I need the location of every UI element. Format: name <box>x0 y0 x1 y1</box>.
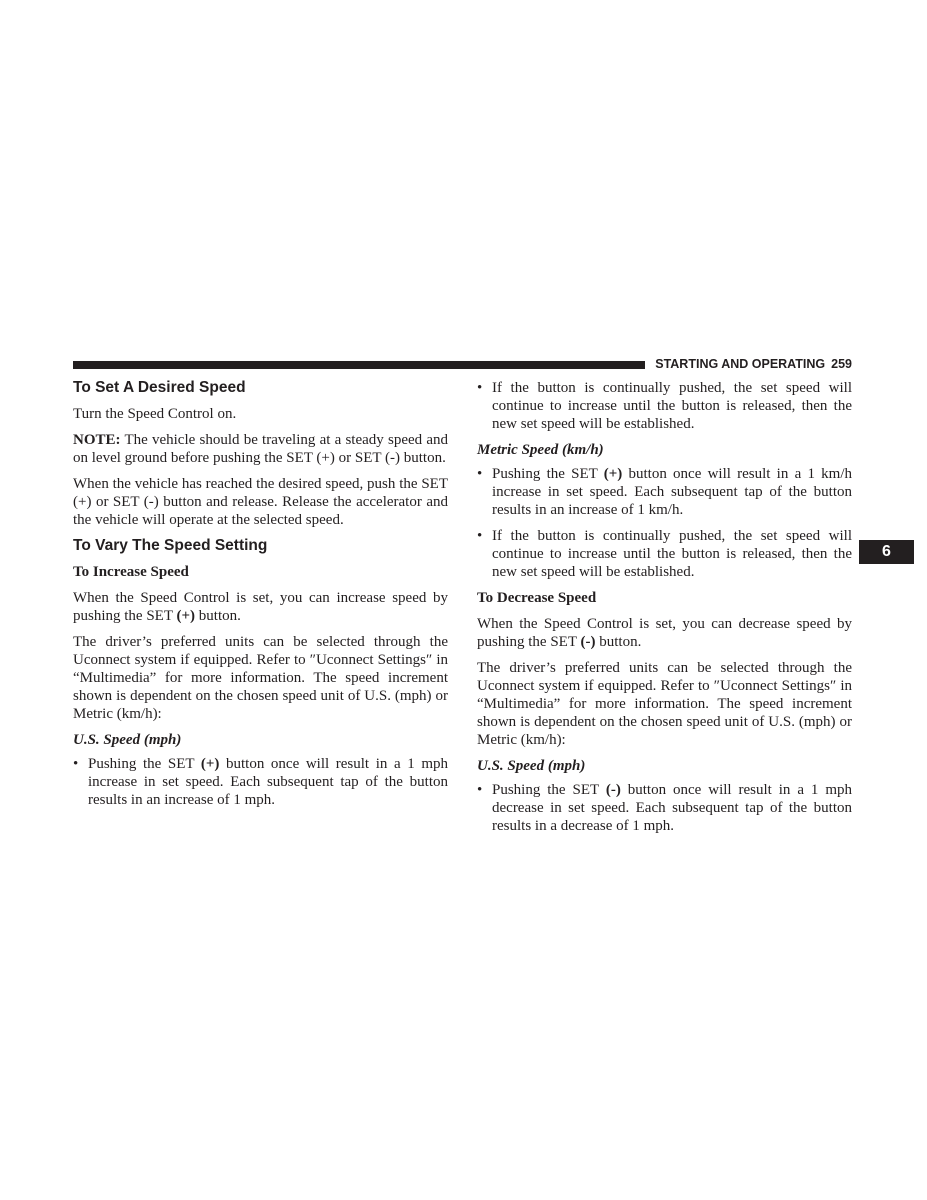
heading-increase-speed: To Increase Speed <box>73 564 189 580</box>
list-item <box>477 527 852 581</box>
bullet-text-b: button once will result in a 1 mph increase in set speed. Each subsequent tap of the button results in an increase of 1 mph. <box>88 756 448 808</box>
heading-us-speed: U.S. Speed (mph) <box>477 758 586 774</box>
chapter-tab: 6 <box>859 540 914 564</box>
bullet-text <box>492 465 852 519</box>
bullet-icon: • <box>477 466 483 482</box>
bullet-keyword: (+) <box>603 466 623 482</box>
bullet-text: If the button is continually pushed, the set speed will continue to increase until the button is released, then the new set speed will be established. <box>492 380 852 432</box>
paragraph-units: The driver’s preferred units can be selected through the Uconnect system if equipped. Refer to ″Uconnect Settings″ in “Multimedia” for more information. The speed increment shown is dependent on the chosen speed unit of U.S. (mph) or Metric (km/h): <box>73 634 448 722</box>
heading-us-speed: U.S. Speed (mph) <box>73 732 182 748</box>
bullet-text <box>492 781 852 835</box>
running-header <box>652 357 852 371</box>
heading-decrease-speed: To Decrease Speed <box>477 590 597 606</box>
bullet-text-a: Pushing the SET <box>492 466 604 482</box>
decrease-text-b: button. <box>595 634 642 650</box>
bullet-text-a: Pushing the SET <box>88 756 201 772</box>
section-title: STARTING AND OPERATING <box>655 357 826 371</box>
note-paragraph <box>73 431 448 467</box>
decrease-keyword: (-) <box>580 634 596 650</box>
heading-metric-speed: Metric Speed (km/h) <box>477 442 604 458</box>
decrease-text-a: When the Speed Control is set, you can decrease speed by pushing the SET <box>477 616 852 650</box>
paragraph-decrease <box>477 615 852 651</box>
note-label: NOTE: <box>73 432 121 448</box>
paragraph-desired-speed: When the vehicle has reached the desired speed, push the SET (+) or SET (-) button and release. Release the accelerator and the vehicle will operate at the selected speed. <box>73 476 448 528</box>
bullet-text-b: button once will result in a 1 km/h increase in set speed. Each subsequent tap of the button results in an increase of 1 km/h. <box>492 466 852 518</box>
paragraph-units: The driver’s preferred units can be selected through the Uconnect system if equipped. Refer to ″Uconnect Settings″ in “Multimedia” for more information. The speed increment shown is dependent on the chosen speed unit of U.S. (mph) or Metric (km/h): <box>477 660 852 748</box>
bullet-keyword: (-) <box>605 782 621 798</box>
paragraph-turn-on: Turn the Speed Control on. <box>73 406 237 422</box>
bullet-icon: • <box>73 756 79 772</box>
bullet-keyword: (+) <box>200 756 220 772</box>
bullet-text <box>88 755 448 809</box>
bullet-text-a: Pushing the SET <box>492 782 606 798</box>
bullet-icon: • <box>477 782 483 798</box>
paragraph-increase <box>73 589 448 625</box>
header-rule <box>73 361 645 369</box>
note-text: The vehicle should be traveling at a steady speed and on level ground before pushing the SET (+) or SET (-) button. <box>73 432 448 466</box>
heading-set-desired-speed: To Set A Desired Speed <box>73 379 246 396</box>
increase-keyword: (+) <box>176 608 196 624</box>
list-item <box>477 781 852 835</box>
left-column <box>73 379 448 817</box>
right-column <box>477 379 852 843</box>
heading-vary-speed: To Vary The Speed Setting <box>73 537 268 554</box>
list-item <box>477 465 852 519</box>
bullet-icon: • <box>477 380 483 396</box>
increase-text-a: When the Speed Control is set, you can increase speed by pushing the SET <box>73 590 448 624</box>
list-item <box>477 379 852 433</box>
bullet-text-b: button once will result in a 1 mph decrease in set speed. Each subsequent tap of the button results in a decrease of 1 mph. <box>492 782 852 834</box>
bullet-icon: • <box>477 528 483 544</box>
list-item <box>73 755 448 809</box>
increase-text-b: button. <box>195 608 241 624</box>
page-number: 259 <box>831 357 852 371</box>
bullet-text: If the button is continually pushed, the set speed will continue to increase until the button is released, then the new set speed will be established. <box>492 528 852 580</box>
